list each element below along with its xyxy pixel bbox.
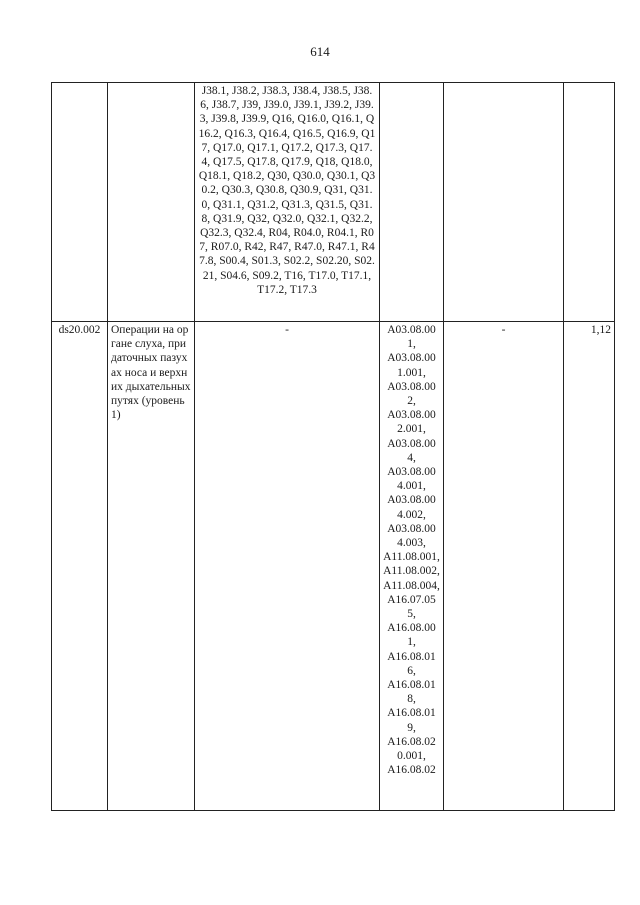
service-code: A16.08.020.001, bbox=[387, 735, 436, 763]
other-criteria-cell bbox=[444, 83, 564, 322]
diagnosis-codes-cell: J38.1, J38.2, J38.3, J38.4, J38.5, J38.6, J38.7, J39, J39.0, J39.1, J39.2, J39.3, J39.8, J39.9, Q16, Q16.0, Q16.1, Q16.2, Q16.3, Q16.4, Q16.5, Q16.9, Q17, Q17.0, Q17.1, Q17.2, Q17.3, Q17.4, Q17.5, Q17.8, Q17.9, Q18, Q18.0, Q18.1, Q18.2, Q30, Q30.0, Q30.1, Q30.2, Q30.3, Q30.8, Q30.9, Q31, Q31.0, Q31.1, Q31.2, Q31.3, Q31.5, Q31.8, Q31.9, Q32, Q32.0, Q32.1, Q32.2, Q32.3, Q32.4, R04, R04.0, R04.1, R07, R07.0, R42, R47, R47.0, R47.1, R47.8, S00.4, S01.3, S02.2, S02.20, S02.21, S04.6, S09.2, T16, T17.0, T17.1, T17.2, T17.3 bbox=[195, 83, 380, 322]
service-code: A03.08.004.001, bbox=[387, 466, 436, 493]
code-cell bbox=[52, 83, 108, 322]
service-code: A16.08.001, bbox=[387, 622, 436, 649]
table-row bbox=[52, 322, 615, 811]
service-code: A16.07.055, bbox=[387, 593, 436, 621]
service-code: A16.08.016, bbox=[387, 650, 436, 677]
services-cell bbox=[380, 322, 444, 811]
service-code: A03.08.004, bbox=[387, 437, 436, 464]
service-code: A03.08.001.001, bbox=[387, 352, 436, 379]
service-code: A03.08.002, bbox=[387, 380, 436, 408]
services-cell bbox=[380, 83, 444, 322]
service-code: A11.08.001, bbox=[383, 551, 440, 564]
service-code: A03.08.002.001, bbox=[387, 409, 436, 436]
name-cell bbox=[108, 83, 195, 322]
service-code: A11.08.002, bbox=[383, 565, 440, 578]
diagnosis-cell: - bbox=[195, 322, 380, 811]
service-code: A16.08.019, bbox=[387, 707, 436, 734]
other-criteria-cell: - bbox=[444, 322, 564, 811]
page-number: 614 bbox=[310, 44, 330, 59]
service-code: A03.08.001, bbox=[387, 324, 436, 351]
table-row bbox=[52, 83, 615, 322]
code-cell: ds20.002 bbox=[52, 322, 108, 811]
coefficient-cell bbox=[564, 83, 615, 322]
service-code: A03.08.004.003, bbox=[387, 522, 436, 550]
service-code: A11.08.004, bbox=[383, 579, 440, 592]
service-code: A03.08.004.002, bbox=[387, 494, 436, 521]
coefficient-cell: 1,12 bbox=[564, 322, 615, 811]
name-cell: Операции на органе слуха, придаточных пазухах носа и верхних дыхательных путях (уровень 1) bbox=[108, 322, 195, 811]
tariff-table bbox=[51, 82, 615, 811]
service-code: A16.08.02 bbox=[387, 764, 436, 777]
service-code: A16.08.018, bbox=[387, 679, 436, 706]
